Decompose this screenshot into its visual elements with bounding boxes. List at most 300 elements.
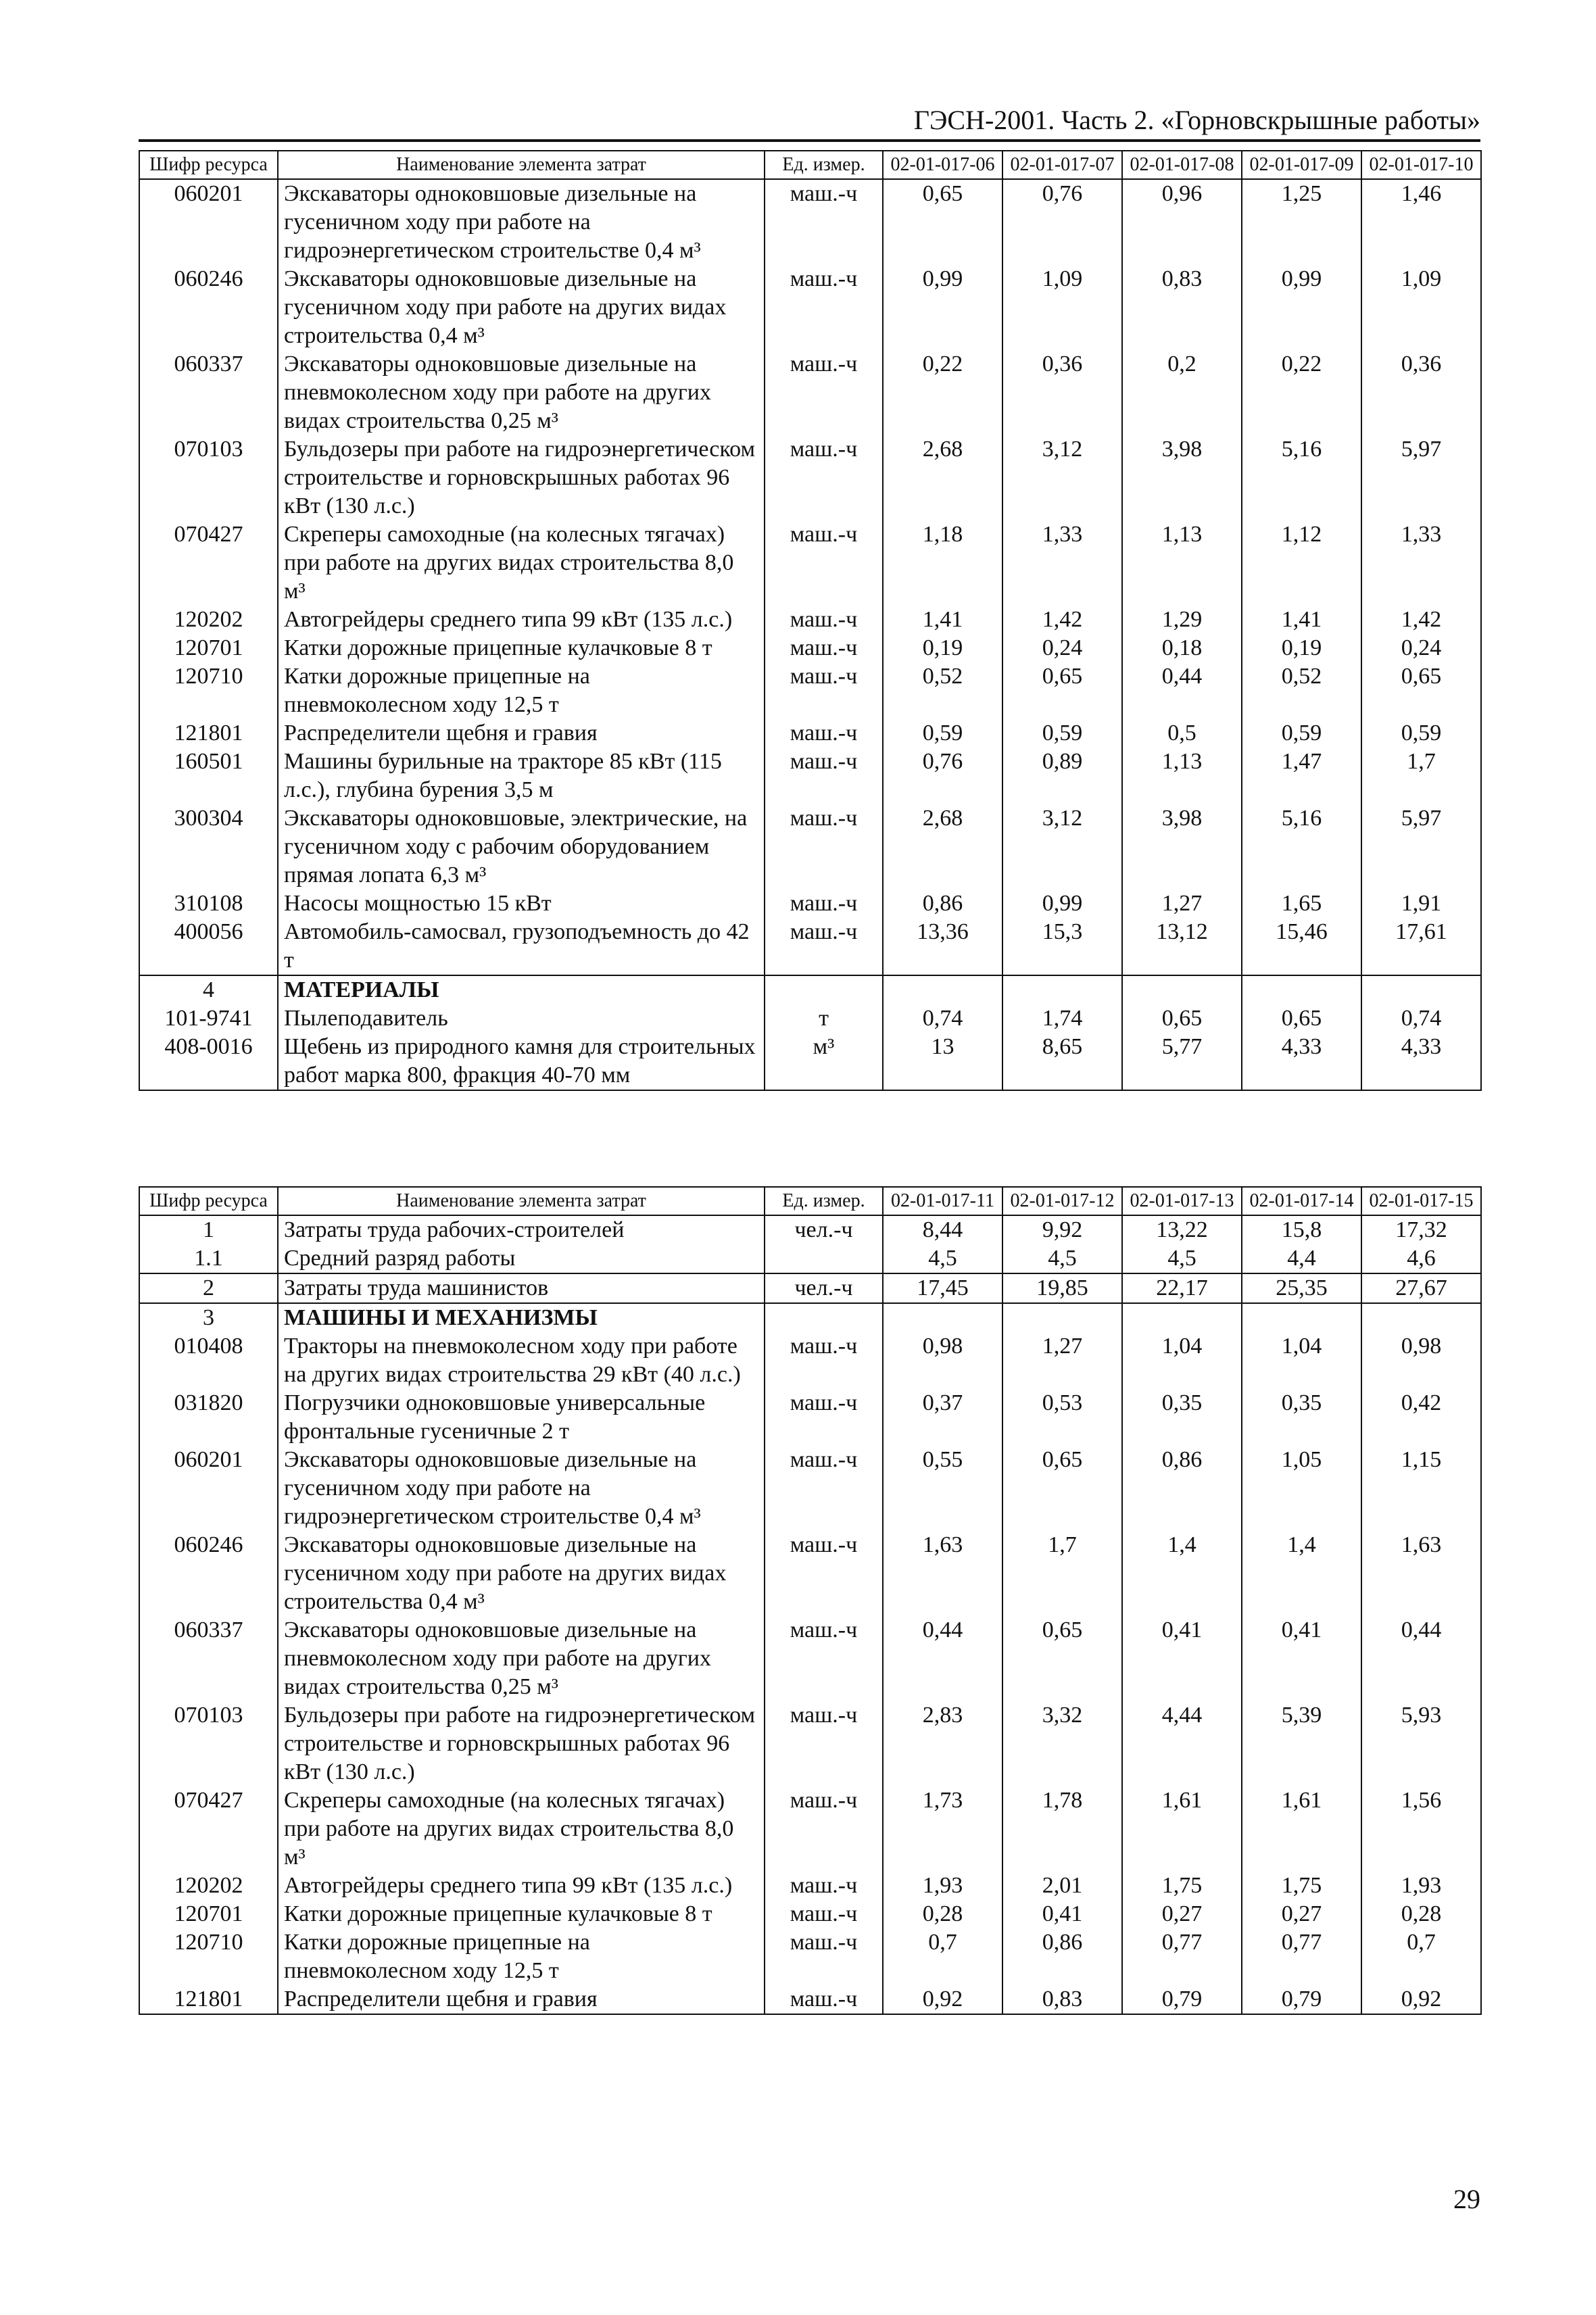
norm-value-cell: 13 <box>883 1033 1002 1090</box>
col-header-norm: 02-01-017-06 <box>883 151 1002 179</box>
cost-element-name-cell: Скреперы самоходные (на колесных тягачах) при работе на других видах строительства 8,0 м³ <box>278 1786 765 1872</box>
norm-value-cell: 1,04 <box>1242 1332 1361 1389</box>
norm-value-cell: 0,74 <box>883 1004 1002 1033</box>
unit-cell: маш.-ч <box>765 1389 883 1446</box>
norm-value-cell: 0,24 <box>1361 634 1481 662</box>
norm-value-cell: 0,92 <box>883 1985 1002 2014</box>
norm-value-cell: 3,12 <box>1002 804 1122 890</box>
norm-value-cell: 5,93 <box>1361 1701 1481 1786</box>
cost-element-name-cell: Катки дорожные прицепные кулачковые 8 т <box>278 634 765 662</box>
norm-value-cell: 1,65 <box>1242 890 1361 918</box>
cost-element-name-cell: Автогрейдеры среднего типа 99 кВт (135 л.с.) <box>278 606 765 634</box>
unit-cell: маш.-ч <box>765 1701 883 1786</box>
norm-value-cell: 1,41 <box>883 606 1002 634</box>
norm-value-cell: 0,65 <box>1002 662 1122 719</box>
cost-element-name-cell: Экскаваторы одноковшовые, электрические, на гусеничном ходу с рабочим оборудованием прямая лопата 6,3 м³ <box>278 804 765 890</box>
norm-value-cell: 0,98 <box>1361 1332 1481 1389</box>
norm-value-cell: 0,18 <box>1122 634 1242 662</box>
table-row <box>139 804 1481 890</box>
norm-value-cell: 1,29 <box>1122 606 1242 634</box>
norm-value-cell: 0,37 <box>883 1389 1002 1446</box>
cost-element-name-cell: Распределители щебня и гравия <box>278 1985 765 2014</box>
norm-value-cell: 0,27 <box>1242 1900 1361 1928</box>
norm-value-cell: 13,36 <box>883 918 1002 975</box>
col-header-norm: 02-01-017-12 <box>1002 1187 1122 1215</box>
resource-code-cell: 060246 <box>139 265 278 350</box>
norm-value-cell: 0,76 <box>1002 179 1122 265</box>
norm-value-cell: 1,75 <box>1242 1872 1361 1900</box>
norm-value-cell: 0,53 <box>1002 1389 1122 1446</box>
norm-value-cell: 0,79 <box>1242 1985 1361 2014</box>
norm-value-cell: 1,15 <box>1361 1446 1481 1531</box>
table-header-row <box>139 1187 1481 1215</box>
resource-code-cell: 2 <box>139 1273 278 1303</box>
norm-value-cell: 1,05 <box>1242 1446 1361 1531</box>
norm-value-cell: 0,83 <box>1002 1985 1122 2014</box>
cost-element-name-cell: Экскаваторы одноковшовые дизельные на пневмоколесном ходу при работе на других видах строительства 0,25 м³ <box>278 1616 765 1701</box>
norm-value-cell: 0,99 <box>883 265 1002 350</box>
norm-value-cell: 0,41 <box>1242 1616 1361 1701</box>
resource-code-cell: 070103 <box>139 1701 278 1786</box>
table-row <box>139 1004 1481 1033</box>
resource-code-cell: 120710 <box>139 1928 278 1985</box>
col-header-unit: Ед. измер. <box>765 1187 883 1215</box>
norm-value-cell: 0,35 <box>1122 1389 1242 1446</box>
norm-value-cell: 2,68 <box>883 804 1002 890</box>
cost-element-name-cell: Затраты труда машинистов <box>278 1273 765 1303</box>
resource-code-cell: 060201 <box>139 1446 278 1531</box>
unit-cell: маш.-ч <box>765 179 883 265</box>
resource-code-cell: 300304 <box>139 804 278 890</box>
norm-value-cell: 3,12 <box>1002 435 1122 520</box>
norm-value-cell: 5,16 <box>1242 435 1361 520</box>
norm-value-cell: 0,74 <box>1361 1004 1481 1033</box>
unit-cell: т <box>765 1004 883 1033</box>
norm-value-cell: 1,41 <box>1242 606 1361 634</box>
table-row <box>139 662 1481 719</box>
norm-value-cell: 13,12 <box>1122 918 1242 975</box>
resource-code-cell: 031820 <box>139 1389 278 1446</box>
unit-cell: маш.-ч <box>765 1446 883 1531</box>
norm-value-cell <box>1242 975 1361 1004</box>
norm-value-cell: 0,28 <box>1361 1900 1481 1928</box>
cost-element-name-cell: Пылеподавитель <box>278 1004 765 1033</box>
table-row <box>139 1786 1481 1872</box>
norm-value-cell: 0,96 <box>1122 179 1242 265</box>
norm-value-cell: 0,44 <box>883 1616 1002 1701</box>
norm-value-cell: 0,35 <box>1242 1389 1361 1446</box>
norm-value-cell: 5,97 <box>1361 435 1481 520</box>
norm-value-cell: 0,28 <box>883 1900 1002 1928</box>
unit-cell: маш.-ч <box>765 662 883 719</box>
resource-code-cell: 3 <box>139 1303 278 1332</box>
norm-value-cell: 5,97 <box>1361 804 1481 890</box>
norm-value-cell: 0,52 <box>1242 662 1361 719</box>
table-row <box>139 1215 1481 1244</box>
norm-value-cell: 0,5 <box>1122 719 1242 748</box>
resource-code-cell: 160501 <box>139 748 278 804</box>
table-row <box>139 1701 1481 1786</box>
norm-value-cell: 4,44 <box>1122 1701 1242 1786</box>
norm-value-cell: 1,7 <box>1361 748 1481 804</box>
norm-value-cell <box>1122 975 1242 1004</box>
norm-value-cell: 0,83 <box>1122 265 1242 350</box>
page-header-title: ГЭСН-2001. Часть 2. «Горновскрышные работы» <box>913 105 1480 135</box>
col-header-name: Наименование элемента затрат <box>278 151 765 179</box>
norm-value-cell <box>1122 1303 1242 1332</box>
norm-value-cell: 1,09 <box>1361 265 1481 350</box>
resource-table-2 <box>139 1186 1482 2015</box>
resource-code-cell: 400056 <box>139 918 278 975</box>
resource-code-cell: 070427 <box>139 1786 278 1872</box>
norm-value-cell <box>1002 975 1122 1004</box>
norm-value-cell: 0,65 <box>1361 662 1481 719</box>
page-number: 29 <box>1453 2184 1480 2214</box>
norm-value-cell: 0,59 <box>1002 719 1122 748</box>
norm-value-cell: 1,93 <box>883 1872 1002 1900</box>
resource-code-cell: 120202 <box>139 1872 278 1900</box>
norm-value-cell: 4,5 <box>883 1244 1002 1273</box>
col-header-unit: Ед. измер. <box>765 151 883 179</box>
norm-value-cell: 0,22 <box>883 350 1002 435</box>
norm-value-cell: 5,16 <box>1242 804 1361 890</box>
resource-table-1 <box>139 150 1482 1091</box>
norm-value-cell: 0,22 <box>1242 350 1361 435</box>
unit-cell: маш.-ч <box>765 1928 883 1985</box>
norm-value-cell: 0,52 <box>883 662 1002 719</box>
norm-value-cell: 22,17 <box>1122 1273 1242 1303</box>
norm-value-cell: 0,59 <box>883 719 1002 748</box>
unit-cell <box>765 1244 883 1273</box>
resource-code-cell: 1 <box>139 1215 278 1244</box>
norm-value-cell: 1,7 <box>1002 1531 1122 1616</box>
col-header-norm: 02-01-017-07 <box>1002 151 1122 179</box>
norm-value-cell: 4,4 <box>1242 1244 1361 1273</box>
table-row <box>139 265 1481 350</box>
norm-value-cell: 4,6 <box>1361 1244 1481 1273</box>
table-row <box>139 435 1481 520</box>
norm-value-cell: 2,01 <box>1002 1872 1122 1900</box>
norm-value-cell: 0,19 <box>883 634 1002 662</box>
resource-code-cell: 120701 <box>139 634 278 662</box>
col-header-code: Шифр ресурса <box>139 1187 278 1215</box>
unit-cell <box>765 1303 883 1332</box>
table-row <box>139 890 1481 918</box>
unit-cell: маш.-ч <box>765 1786 883 1872</box>
cost-element-name-cell: Машины бурильные на тракторе 85 кВт (115 л.с.), глубина бурения 3,5 м <box>278 748 765 804</box>
norm-value-cell: 1,47 <box>1242 748 1361 804</box>
norm-value-cell: 0,7 <box>1361 1928 1481 1985</box>
norm-value-cell: 0,55 <box>883 1446 1002 1531</box>
cost-element-name-cell: Экскаваторы одноковшовые дизельные на гусеничном ходу при работе на гидроэнергетическом строительстве 0,4 м³ <box>278 1446 765 1531</box>
table-row <box>139 1273 1481 1303</box>
cost-element-name-cell: Насосы мощностью 15 кВт <box>278 890 765 918</box>
norm-value-cell: 0,41 <box>1122 1616 1242 1701</box>
norm-value-cell: 0,2 <box>1122 350 1242 435</box>
unit-cell: маш.-ч <box>765 1872 883 1900</box>
norm-value-cell: 5,39 <box>1242 1701 1361 1786</box>
norm-value-cell: 15,46 <box>1242 918 1361 975</box>
norm-value-cell: 4,5 <box>1002 1244 1122 1273</box>
table-row <box>139 1531 1481 1616</box>
unit-cell: маш.-ч <box>765 890 883 918</box>
norm-value-cell: 1,18 <box>883 520 1002 606</box>
cost-element-name-cell: Скреперы самоходные (на колесных тягачах) при работе на других видах строительства 8,0 м³ <box>278 520 765 606</box>
table-row <box>139 1616 1481 1701</box>
table-row <box>139 634 1481 662</box>
cost-element-name-cell: Затраты труда рабочих-строителей <box>278 1215 765 1244</box>
table-row <box>139 179 1481 265</box>
table-row <box>139 1928 1481 1985</box>
norm-value-cell: 2,68 <box>883 435 1002 520</box>
norm-value-cell: 1,4 <box>1122 1531 1242 1616</box>
norm-value-cell <box>883 1303 1002 1332</box>
norm-value-cell: 1,74 <box>1002 1004 1122 1033</box>
norm-value-cell: 3,98 <box>1122 804 1242 890</box>
norm-value-cell: 0,44 <box>1361 1616 1481 1701</box>
col-header-name: Наименование элемента затрат <box>278 1187 765 1215</box>
cost-element-name-cell: Средний разряд работы <box>278 1244 765 1273</box>
norm-value-cell: 1,13 <box>1122 520 1242 606</box>
table-row <box>139 1900 1481 1928</box>
resource-code-cell: 010408 <box>139 1332 278 1389</box>
unit-cell: маш.-ч <box>765 1332 883 1389</box>
resource-code-cell: 060246 <box>139 1531 278 1616</box>
unit-cell <box>765 975 883 1004</box>
norm-value-cell: 25,35 <box>1242 1273 1361 1303</box>
norm-value-cell: 0,77 <box>1242 1928 1361 1985</box>
cost-element-name-cell: Бульдозеры при работе на гидроэнергетическом строительстве и горновскрышных работах 96 кВт (130 л.с.) <box>278 1701 765 1786</box>
norm-value-cell: 0,27 <box>1122 1900 1242 1928</box>
unit-cell: маш.-ч <box>765 606 883 634</box>
header-divider <box>139 139 1480 142</box>
cost-element-name-cell: Погрузчики одноковшовые универсальные фронтальные гусеничные 2 т <box>278 1389 765 1446</box>
norm-value-cell: 0,59 <box>1242 719 1361 748</box>
norm-value-cell: 0,59 <box>1361 719 1481 748</box>
cost-element-name-cell: Катки дорожные прицепные на пневмоколесном ходу 12,5 т <box>278 1928 765 1985</box>
cost-element-name-cell: Экскаваторы одноковшовые дизельные на гусеничном ходу при работе на других видах строительства 0,4 м³ <box>278 265 765 350</box>
norm-value-cell <box>1361 1303 1481 1332</box>
unit-cell: чел.-ч <box>765 1273 883 1303</box>
table-row <box>139 1389 1481 1446</box>
table-row <box>139 350 1481 435</box>
norm-value-cell: 4,33 <box>1361 1033 1481 1090</box>
unit-cell: маш.-ч <box>765 350 883 435</box>
table-row <box>139 1446 1481 1531</box>
cost-element-name-cell: МАШИНЫ И МЕХАНИЗМЫ <box>278 1303 765 1332</box>
norm-value-cell: 0,89 <box>1002 748 1122 804</box>
col-header-norm: 02-01-017-14 <box>1242 1187 1361 1215</box>
norm-value-cell: 3,32 <box>1002 1701 1122 1786</box>
cost-element-name-cell: Экскаваторы одноковшовые дизельные на гусеничном ходу при работе на других видах строительства 0,4 м³ <box>278 1531 765 1616</box>
table-row <box>139 975 1481 1004</box>
norm-value-cell: 1,63 <box>883 1531 1002 1616</box>
norm-value-cell: 4,5 <box>1122 1244 1242 1273</box>
norm-value-cell <box>883 975 1002 1004</box>
resource-code-cell: 4 <box>139 975 278 1004</box>
norm-value-cell: 13,22 <box>1122 1215 1242 1244</box>
norm-value-cell: 1,09 <box>1002 265 1122 350</box>
norm-value-cell: 1,4 <box>1242 1531 1361 1616</box>
norm-value-cell: 2,83 <box>883 1701 1002 1786</box>
norm-value-cell: 1,12 <box>1242 520 1361 606</box>
resource-code-cell: 310108 <box>139 890 278 918</box>
unit-cell: маш.-ч <box>765 1900 883 1928</box>
col-header-norm: 02-01-017-10 <box>1361 151 1481 179</box>
cost-element-name-cell: Автогрейдеры среднего типа 99 кВт (135 л.с.) <box>278 1872 765 1900</box>
norm-value-cell: 17,32 <box>1361 1215 1481 1244</box>
cost-element-name-cell: Катки дорожные прицепные на пневмоколесном ходу 12,5 т <box>278 662 765 719</box>
norm-value-cell <box>1242 1303 1361 1332</box>
table-row <box>139 1872 1481 1900</box>
norm-value-cell: 0,98 <box>883 1332 1002 1389</box>
col-header-norm: 02-01-017-15 <box>1361 1187 1481 1215</box>
unit-cell: маш.-ч <box>765 748 883 804</box>
norm-value-cell: 0,7 <box>883 1928 1002 1985</box>
resource-code-cell: 070427 <box>139 520 278 606</box>
norm-value-cell: 0,44 <box>1122 662 1242 719</box>
cost-element-name-cell: Автомобиль-самосвал, грузоподъемность до 42 т <box>278 918 765 975</box>
table-row <box>139 719 1481 748</box>
norm-value-cell: 9,92 <box>1002 1215 1122 1244</box>
cost-element-name-cell: МАТЕРИАЛЫ <box>278 975 765 1004</box>
norm-value-cell: 0,65 <box>1242 1004 1361 1033</box>
resource-code-cell: 060337 <box>139 350 278 435</box>
unit-cell: маш.-ч <box>765 719 883 748</box>
norm-value-cell: 17,61 <box>1361 918 1481 975</box>
norm-value-cell: 0,65 <box>1002 1446 1122 1531</box>
norm-value-cell: 27,67 <box>1361 1273 1481 1303</box>
resource-code-cell: 060337 <box>139 1616 278 1701</box>
norm-value-cell: 1,78 <box>1002 1786 1122 1872</box>
table-row <box>139 606 1481 634</box>
table-row <box>139 1244 1481 1273</box>
norm-value-cell: 0,36 <box>1002 350 1122 435</box>
norm-value-cell: 1,75 <box>1122 1872 1242 1900</box>
norm-value-cell: 8,44 <box>883 1215 1002 1244</box>
norm-value-cell: 0,24 <box>1002 634 1122 662</box>
norm-value-cell: 1,33 <box>1002 520 1122 606</box>
norm-value-cell: 1,33 <box>1361 520 1481 606</box>
resource-code-cell: 120701 <box>139 1900 278 1928</box>
norm-value-cell: 1,46 <box>1361 179 1481 265</box>
resource-code-cell: 120202 <box>139 606 278 634</box>
table-row <box>139 1332 1481 1389</box>
col-header-norm: 02-01-017-13 <box>1122 1187 1242 1215</box>
norm-value-cell: 3,98 <box>1122 435 1242 520</box>
resource-code-cell: 1.1 <box>139 1244 278 1273</box>
col-header-norm: 02-01-017-09 <box>1242 151 1361 179</box>
resource-code-cell: 408-0016 <box>139 1033 278 1090</box>
norm-value-cell: 0,86 <box>1122 1446 1242 1531</box>
table-row <box>139 1303 1481 1332</box>
norm-value-cell <box>1361 975 1481 1004</box>
norm-value-cell <box>1002 1303 1122 1332</box>
unit-cell: маш.-ч <box>765 1531 883 1616</box>
table-row <box>139 918 1481 975</box>
norm-value-cell: 17,45 <box>883 1273 1002 1303</box>
unit-cell: маш.-ч <box>765 804 883 890</box>
norm-value-cell: 1,27 <box>1122 890 1242 918</box>
col-header-code: Шифр ресурса <box>139 151 278 179</box>
norm-value-cell: 1,91 <box>1361 890 1481 918</box>
norm-value-cell: 0,65 <box>1122 1004 1242 1033</box>
unit-cell: маш.-ч <box>765 1616 883 1701</box>
unit-cell: маш.-ч <box>765 265 883 350</box>
cost-element-name-cell: Бульдозеры при работе на гидроэнергетическом строительстве и горновскрышных работах 96 кВт (130 л.с.) <box>278 435 765 520</box>
norm-value-cell: 0,36 <box>1361 350 1481 435</box>
cost-element-name-cell: Катки дорожные прицепные кулачковые 8 т <box>278 1900 765 1928</box>
norm-value-cell: 1,56 <box>1361 1786 1481 1872</box>
norm-value-cell: 0,42 <box>1361 1389 1481 1446</box>
resource-code-cell: 120710 <box>139 662 278 719</box>
table-row <box>139 1985 1481 2014</box>
norm-value-cell: 15,3 <box>1002 918 1122 975</box>
norm-value-cell: 1,42 <box>1002 606 1122 634</box>
norm-value-cell: 15,8 <box>1242 1215 1361 1244</box>
unit-cell: маш.-ч <box>765 1985 883 2014</box>
unit-cell: чел.-ч <box>765 1215 883 1244</box>
norm-value-cell: 1,27 <box>1002 1332 1122 1389</box>
norm-value-cell: 0,99 <box>1242 265 1361 350</box>
unit-cell: маш.-ч <box>765 520 883 606</box>
cost-element-name-cell: Экскаваторы одноковшовые дизельные на пневмоколесном ходу при работе на других видах строительства 0,25 м³ <box>278 350 765 435</box>
norm-value-cell: 1,25 <box>1242 179 1361 265</box>
resource-code-cell: 121801 <box>139 719 278 748</box>
norm-value-cell: 0,86 <box>883 890 1002 918</box>
norm-value-cell: 0,65 <box>1002 1616 1122 1701</box>
unit-cell: маш.-ч <box>765 435 883 520</box>
cost-element-name-cell: Тракторы на пневмоколесном ходу при работе на других видах строительства 29 кВт (40 л.с.) <box>278 1332 765 1389</box>
norm-value-cell: 0,86 <box>1002 1928 1122 1985</box>
norm-value-cell: 1,73 <box>883 1786 1002 1872</box>
unit-cell: маш.-ч <box>765 634 883 662</box>
resource-code-cell: 121801 <box>139 1985 278 2014</box>
col-header-norm: 02-01-017-08 <box>1122 151 1242 179</box>
col-header-norm: 02-01-017-11 <box>883 1187 1002 1215</box>
resource-code-cell: 070103 <box>139 435 278 520</box>
table-row <box>139 520 1481 606</box>
cost-element-name-cell: Распределители щебня и гравия <box>278 719 765 748</box>
table-row <box>139 1033 1481 1090</box>
norm-value-cell: 8,65 <box>1002 1033 1122 1090</box>
norm-value-cell: 1,61 <box>1242 1786 1361 1872</box>
norm-value-cell: 5,77 <box>1122 1033 1242 1090</box>
norm-value-cell: 0,65 <box>883 179 1002 265</box>
norm-value-cell: 1,61 <box>1122 1786 1242 1872</box>
norm-value-cell: 0,19 <box>1242 634 1361 662</box>
norm-value-cell: 4,33 <box>1242 1033 1361 1090</box>
norm-value-cell: 1,13 <box>1122 748 1242 804</box>
norm-value-cell: 1,63 <box>1361 1531 1481 1616</box>
norm-value-cell: 0,77 <box>1122 1928 1242 1985</box>
norm-value-cell: 1,42 <box>1361 606 1481 634</box>
norm-value-cell: 0,92 <box>1361 1985 1481 2014</box>
norm-value-cell: 1,04 <box>1122 1332 1242 1389</box>
unit-cell: маш.-ч <box>765 918 883 975</box>
norm-value-cell: 0,76 <box>883 748 1002 804</box>
table-header-row <box>139 151 1481 179</box>
table-row <box>139 748 1481 804</box>
norm-value-cell: 1,93 <box>1361 1872 1481 1900</box>
unit-cell: м³ <box>765 1033 883 1090</box>
resource-code-cell: 060201 <box>139 179 278 265</box>
norm-value-cell: 0,79 <box>1122 1985 1242 2014</box>
cost-element-name-cell: Экскаваторы одноковшовые дизельные на гусеничном ходу при работе на гидроэнергетическом строительстве 0,4 м³ <box>278 179 765 265</box>
norm-value-cell: 0,41 <box>1002 1900 1122 1928</box>
cost-element-name-cell: Щебень из природного камня для строительных работ марка 800, фракция 40-70 мм <box>278 1033 765 1090</box>
norm-value-cell: 0,99 <box>1002 890 1122 918</box>
